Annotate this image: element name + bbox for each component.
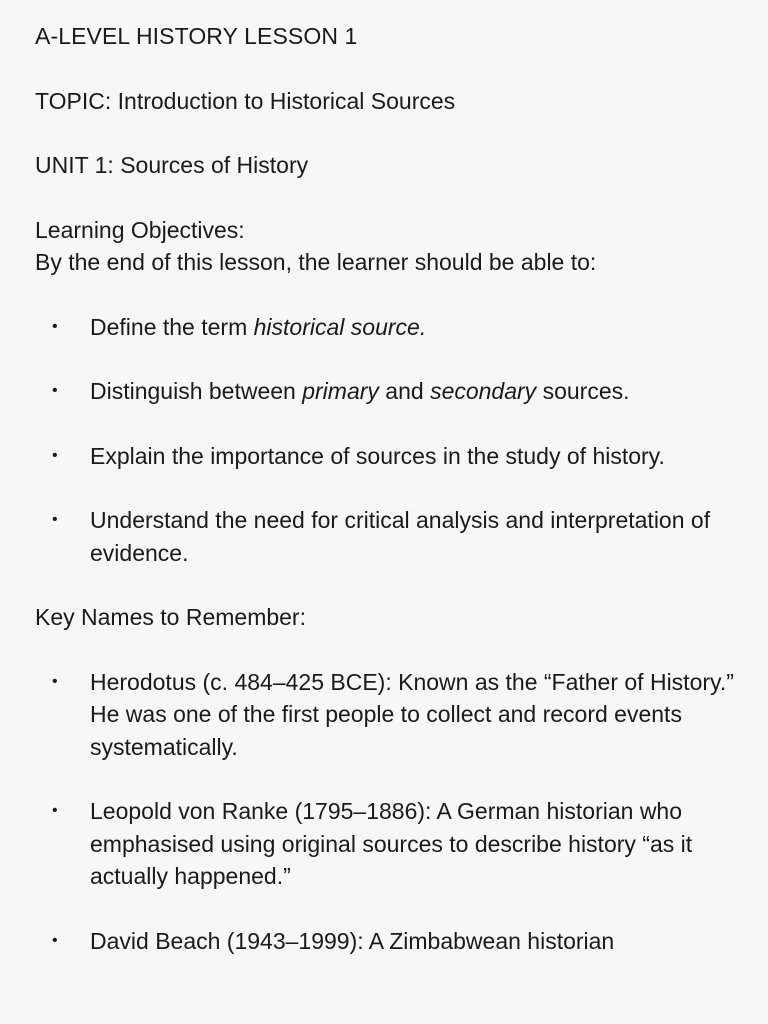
list-item: [35, 311, 734, 344]
key-name-2-description: A German historian who emphasised using original sources to describe history “as it actually happened.”: [90, 798, 693, 889]
key-name-1-description: Known as the “Father of History.” He was one of the first people to collect and record events systematically.: [90, 668, 734, 760]
lesson-title: A-LEVEL HISTORY LESSON 1: [35, 23, 358, 49]
key-names-list: [35, 666, 734, 958]
unit-title: UNIT 1: Sources of History: [35, 152, 309, 178]
list-item: [35, 504, 734, 569]
list-item: [35, 375, 734, 408]
key-names-heading: Key Names to Remember:: [35, 604, 306, 630]
topic-value: Introduction to Historical Sources: [117, 87, 456, 114]
learning-objectives-intro: By the end of this lesson, the learner should be able to:: [35, 249, 597, 275]
objective-2-text-c: sources.: [536, 378, 630, 404]
topic-line: [35, 85, 734, 118]
list-item: [35, 925, 734, 958]
key-name-2-name: Leopold von Ranke (1795–1886):: [90, 798, 432, 824]
objective-2-emphasis-primary: primary: [302, 378, 379, 404]
list-item: [35, 440, 734, 473]
objective-2-text-a: Distinguish between: [90, 378, 303, 404]
key-name-3-name: David Beach (1943–1999):: [90, 927, 364, 954]
objective-2-emphasis-secondary: secondary: [430, 378, 537, 404]
list-item: [35, 795, 734, 893]
objective-1-emphasis: historical source.: [253, 313, 427, 340]
learning-objectives-heading: Learning Objectives:: [35, 216, 245, 243]
topic-label: TOPIC:: [35, 87, 112, 114]
objectives-list: [35, 311, 734, 570]
objective-1-text: Define the term: [90, 313, 254, 340]
objective-2-text-b: and: [378, 378, 431, 404]
key-name-3-description: A Zimbabwean historian: [363, 927, 615, 954]
objective-4-text: Understand the need for critical analysis and interpretation of evidence.: [90, 507, 711, 566]
key-name-1-name: Herodotus (c. 484–425 BCE):: [90, 668, 392, 695]
objective-3-text: Explain the importance of sources in the study of history.: [90, 442, 665, 469]
list-item: [35, 666, 734, 764]
